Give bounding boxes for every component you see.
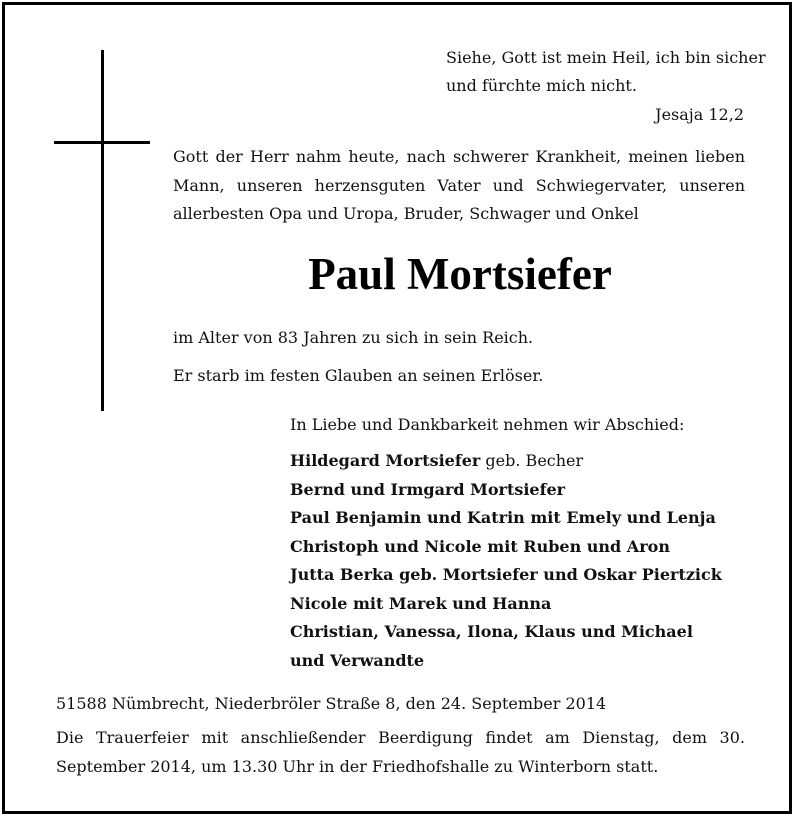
address-date-line: 51588 Nümbrecht, Niederbröler Straße 8, den 24. September 2014: [56, 694, 607, 713]
mourner-name: Bernd und Irmgard Mortsiefer: [290, 479, 566, 499]
mourner-item: [290, 647, 722, 676]
verse-reference: Jesaja 12,2: [655, 105, 744, 124]
verse-line-2: und fürchte mich nicht.: [446, 76, 637, 95]
mourner-name: Jutta Berka geb. Mortsiefer und Oskar Piertzick: [290, 565, 722, 584]
bible-verse: [446, 44, 766, 100]
mourner-name: und Verwandte: [290, 650, 425, 670]
farewell-line: In Liebe und Dankbarkeit nehmen wir Abschied:: [290, 415, 685, 434]
faith-line: Er starb im festen Glauben an seinen Erlöser.: [173, 366, 544, 385]
mourner-item: [290, 504, 722, 533]
mourners-list: [290, 447, 722, 675]
mourner-name: Hildegard Mortsiefer: [290, 451, 481, 470]
cross-icon-horizontal-bar: [54, 141, 150, 144]
deceased-name: Paul Mortsiefer: [308, 249, 612, 299]
mourner-item: [290, 533, 722, 562]
mourner-item: [290, 447, 722, 476]
mourner-item: [290, 590, 722, 619]
mourner-name: Paul Benjamin und Katrin mit Emely und Lenja: [290, 508, 716, 527]
mourner-name: Nicole mit Marek und Hanna: [290, 593, 552, 613]
mourner-item: [290, 618, 722, 647]
funeral-service-info: Die Trauerfeier mit anschließender Beerdigung findet am Dienstag, dem 30. September 2014, um 13.30 Uhr in der Friedhofshalle zu Winterborn statt.: [56, 728, 745, 776]
mourner-name: Christian, Vanessa, Ilona, Klaus und Michael: [290, 622, 693, 641]
mourner-item: [290, 561, 722, 590]
age-line: im Alter von 83 Jahren zu sich in sein Reich.: [173, 328, 534, 347]
mourner-suffix: geb. Becher: [480, 451, 584, 470]
cross-icon-vertical-bar: [101, 50, 104, 411]
intro-paragraph: Gott der Herr nahm heute, nach schwerer Krankheit, meinen lieben Mann, unseren herzensguten Vater und Schwiegervater, unseren allerbesten Opa und Uropa, Bruder, Schwager und Onkel: [173, 147, 745, 223]
mourner-name: Christoph und Nicole mit Ruben und Aron: [290, 536, 670, 556]
verse-line-1: Siehe, Gott ist mein Heil, ich bin sicher: [446, 48, 766, 67]
mourner-item: [290, 476, 722, 505]
